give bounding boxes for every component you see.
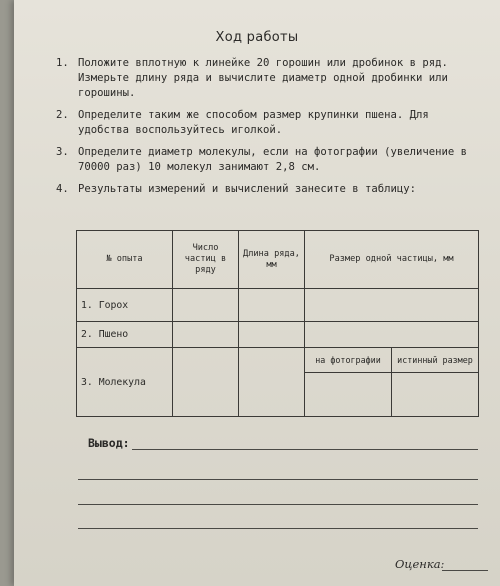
item-text: Определите таким же способом размер крупинки пшена. Для удобства воспользуйтесь иголкой. [78, 109, 429, 136]
item-number: 4. [56, 183, 69, 195]
header-experiment: № опыта [77, 231, 173, 289]
answer-line[interactable] [132, 449, 478, 450]
table-cell[interactable] [173, 322, 239, 348]
item-number: 1. [56, 57, 69, 69]
table-cell[interactable] [239, 289, 305, 322]
answer-line[interactable] [78, 528, 478, 529]
procedure-list [56, 56, 476, 204]
table-cell[interactable] [173, 289, 239, 322]
results-table [76, 230, 479, 417]
table-cell[interactable] [173, 348, 239, 417]
worksheet-page [14, 0, 500, 586]
table-cell[interactable] [305, 322, 479, 348]
item-number: 3. [56, 146, 69, 158]
item-text: Результаты измерений и вычислений занесите в таблицу: [78, 183, 417, 195]
table-cell[interactable] [239, 348, 305, 417]
item-text: Определите диаметр молекулы, если на фотографии (увеличение в 70000 раз) 10 молекул занимают 2,8 см. [78, 146, 468, 173]
row-label-millet: 2. Пшено [77, 322, 173, 348]
page-title: Ход работы [215, 30, 299, 45]
procedure-item [56, 108, 476, 138]
header-particle-size: Размер одной частицы, мм [305, 231, 479, 289]
item-text: Положите вплотную к линейке 20 горошин или дробинок в ряд. Измерьте длину ряда и вычислите диаметр одной дробинки или горошины. [78, 57, 448, 99]
row-label-peas: 1. Горох [77, 289, 173, 322]
table-cell[interactable] [239, 322, 305, 348]
row-label-molecule: 3. Молекула [77, 348, 173, 417]
header-particle-count: Число частиц в ряду [173, 231, 239, 289]
procedure-item [56, 182, 476, 197]
grade-line[interactable] [442, 570, 488, 571]
table-cell[interactable] [305, 289, 479, 322]
table-cell[interactable] [305, 373, 392, 417]
conclusion-label: Вывод: [88, 436, 130, 450]
answer-line[interactable] [78, 479, 478, 480]
grade-label: Оценка: [395, 557, 445, 571]
table-cell[interactable] [392, 373, 479, 417]
subheader-true-size: истинный размер [392, 348, 479, 373]
procedure-item [56, 56, 476, 101]
header-row-length: Длина ряда, мм [239, 231, 305, 289]
procedure-item [56, 145, 476, 175]
subheader-on-photo: на фотографии [305, 348, 392, 373]
item-number: 2. [56, 109, 69, 121]
answer-line[interactable] [78, 504, 478, 505]
